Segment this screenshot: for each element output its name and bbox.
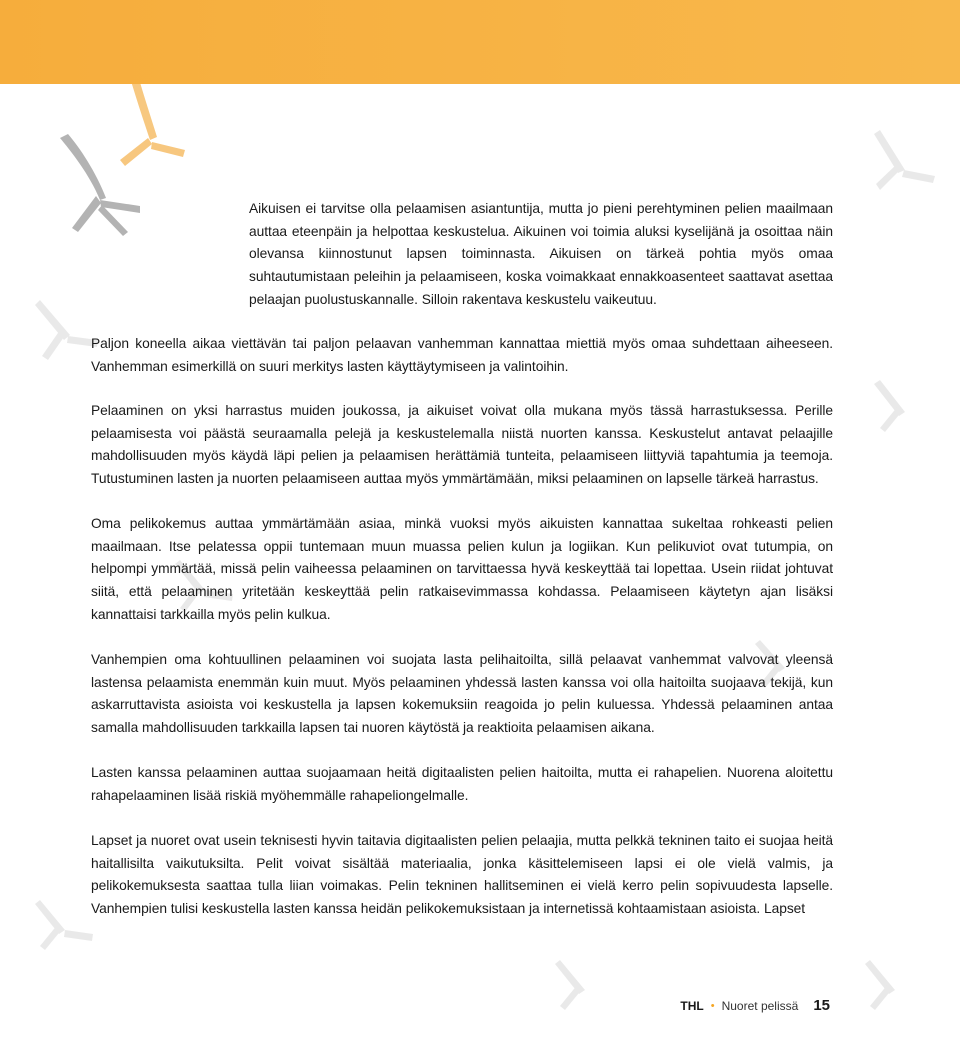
footer-publication-title: Nuoret pelissä: [721, 998, 799, 1013]
footprint-orange-icon: [120, 84, 185, 166]
paragraph-5: Vanhempien oma kohtuullinen pelaaminen voi suojata lasta pelihaitoilta, sillä pelaavat vanhemmat valvovat yleensä lastensa pelaamista enemmän kuin muut. Myös pelaaminen yhdessä lasten kanssa voi olla haitoilta suojaava tekijä, kun askarruttavista asioista voi keskustella ja lapsen kokemuksiin reagoida jo pelin kuluessa. Yhdessä pelaaminen antaa samalla mahdollisuuden tarkkailla lapsen tai nuoren käytöstä ja reaktioita pelaamisen aikana.: [91, 652, 833, 736]
paragraph-6: Lasten kanssa pelaaminen auttaa suojaamaan heitä digitaalisten pelien haitoilta, mutta ei rahapelien. Nuorena aloitettu rahapelaaminen lisää riskiä myöhemmälle rahapeliongelmalle.: [91, 765, 833, 803]
footer-separator-dot-icon: •: [710, 999, 715, 1012]
paragraph-2: Paljon koneella aikaa viettävän tai paljon pelaavan vanhemman kannattaa miettiä myös omaa suhdettaan aiheeseen. Vanhemman esimerkillä on suuri merkitys lasten käyttäytymiseen ja valintoihin.: [91, 336, 833, 374]
paragraph-1: Aikuisen ei tarvitse olla pelaamisen asiantuntija, mutta jo pieni perehtyminen pelien maailmaan auttaa eteenpäin ja helpottaa keskustelua. Aikuinen voi toimia aluksi kyselijänä ja osoittaa näin olevansa kiinnostunut lapsen toiminnasta. Aikuisen on tärkeä pohtia myös omaa suhtautumistaan peleihin ja pelaamiseen, koska voimakkaat ennakkoasenteet saattavat asettaa pelaajan puolustuskannalle. Silloin rakentava keskustelu vaikeutuu.: [249, 201, 833, 307]
paragraph-3: Pelaaminen on yksi harrastus muiden joukossa, ja aikuiset voivat olla mukana myös tässä harrastuksessa. Perille pelaamisesta voi päästä seuraamalla pelejä ja keskustelemalla niistä nuorten kanssa. Keskustelut antavat pelaajille mahdollisuuden myös käydä läpi pelien ja pelaamisen herättämiä tunteita, pelaamiseen liittyviä tapahtumia ja teemoja. Tutustuminen lasten ja nuorten pelaamiseen auttaa myös ymmärtämään, miksi pelaaminen on lapselle tärkeä harrastus.: [91, 403, 833, 487]
footprint-large-gray-icon: [60, 134, 140, 236]
paragraph-7: Lapset ja nuoret ovat usein teknisesti hyvin taitavia digitaalisten pelien pelaajia, mutta pelkkä tekninen taito ei suojaa heitä haitallisilta vaikutuksilta. Pelit voivat sisältää materiaalia, jonka käsittelemiseen lapsi ei ole vielä valmis, ja pelikokemuksesta saattaa tulla liian voimakas. Pelin tekninen hallitseminen ei vielä kerro pelin sopivuudesta lapselle. Vanhempien tulisi keskustella lasten kanssa heidän pelikokemuksistaan ja internetissä kohtaamistaan asioista. Lapset: [91, 833, 833, 917]
page-number: 15: [813, 997, 830, 1014]
footer-brand: THL: [680, 998, 704, 1013]
top-color-band: [0, 0, 960, 84]
page-footer: [680, 997, 830, 1014]
paragraph-4: Oma pelikokemus auttaa ymmärtämään asiaa, minkä vuoksi myös aikuisten kannattaa sukeltaa rohkeasti pelien maailmaan. Itse pelatessa oppii tuntemaan muun muassa pelien kulun ja logiikan. Kun pelikuviot ovat tutumpia, on helpompi ymmärtää, missä pelin vaiheessa pelaaminen on tarvittaessa hyvä keskeyttää tai lopettaa. Usein riidat johtuvat siitä, että pelaaminen yritetään keskeyttää pelin ratkaisevimmassa kohdassa. Pelaamiseen käytetyn ajan lisäksi kannattaisi tarkkailla myös pelin kulkua.: [91, 516, 833, 622]
